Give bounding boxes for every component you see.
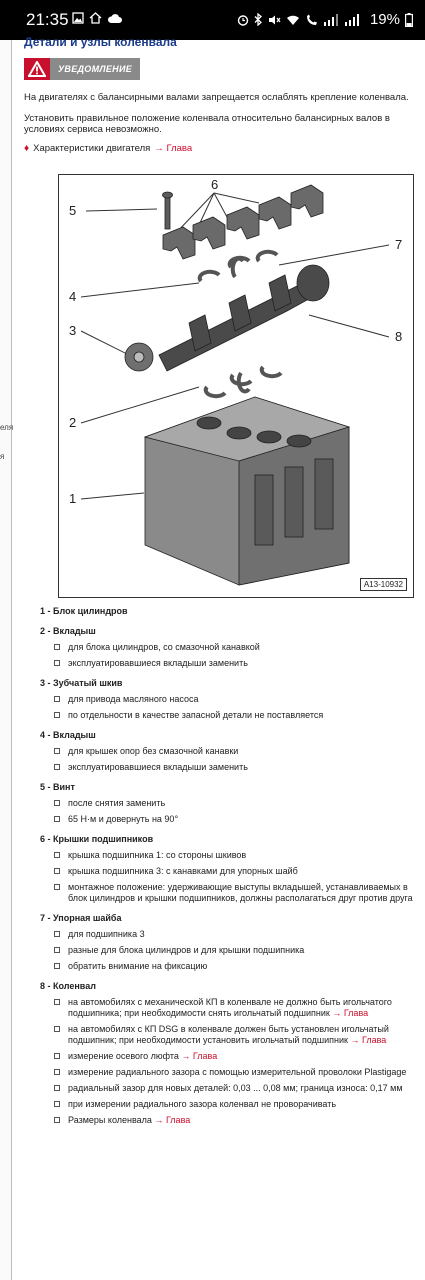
checkbox-bullet-icon xyxy=(54,947,60,953)
checkbox-bullet-icon xyxy=(54,1085,60,1091)
notice-paragraph: На двигателях с балансирными валами запрещается ослаблять крепление коленвала. xyxy=(24,92,409,103)
wifi-call-icon xyxy=(305,14,319,26)
battery-icon xyxy=(405,13,413,27)
checkbox-bullet-icon xyxy=(54,816,60,822)
callout-3: 3 xyxy=(69,323,77,338)
part-note xyxy=(40,1024,420,1046)
notice-label: УВЕДОМЛЕНИЕ xyxy=(58,64,133,74)
page-title: Детали и узлы коленвала xyxy=(24,35,177,49)
chapter-link[interactable]: → Глава xyxy=(350,1035,387,1045)
part-note xyxy=(40,997,420,1019)
part-note-text xyxy=(68,710,323,721)
part-note-text xyxy=(68,1099,336,1110)
note-text: для привода масляного насоса xyxy=(68,694,199,704)
diagram-drawing xyxy=(59,175,413,597)
side-panel-text: я xyxy=(0,452,5,461)
reference-text: Характеристики двигателя xyxy=(33,143,151,154)
note-text: крышка подшипника 1: со стороны шкивов xyxy=(68,850,247,860)
note-text: радиальный зазор для новых деталей: 0,03 ... 0,08 мм; граница износа: 0,17 мм xyxy=(68,1083,403,1093)
part-note-text xyxy=(68,1051,217,1062)
part-note-text xyxy=(68,798,165,809)
note-text: измерение осевого люфта xyxy=(68,1051,179,1061)
part-note-text xyxy=(68,929,145,940)
part-note-text xyxy=(68,1115,190,1126)
part-note xyxy=(40,945,420,956)
part-heading: 1 - Блок цилиндров xyxy=(40,606,128,616)
part-note xyxy=(40,798,420,809)
checkbox-bullet-icon xyxy=(54,748,60,754)
chapter-link[interactable]: → Глава xyxy=(332,1008,369,1018)
note-text: Размеры коленвала xyxy=(68,1115,152,1125)
chapter-link[interactable]: → Глава xyxy=(154,143,193,154)
note-text: по отдельности в качестве запасной детали не поставляется xyxy=(68,710,324,720)
part-heading: 8 - Коленвал xyxy=(40,981,96,991)
note-text: крышка подшипника 3: с канавками для упорных шайб xyxy=(68,866,298,876)
callout-4: 4 xyxy=(69,289,77,304)
parts-list xyxy=(40,606,420,1126)
note-text: обратить внимание на фиксацию xyxy=(68,961,208,971)
signal-2-icon xyxy=(345,14,361,26)
callout-2: 2 xyxy=(69,415,77,430)
status-right-icons xyxy=(237,11,413,28)
part-note xyxy=(40,850,420,861)
battery-percent: 19% xyxy=(369,11,400,28)
document-content xyxy=(24,34,420,154)
checkbox-bullet-icon xyxy=(54,696,60,702)
part-note xyxy=(40,929,420,940)
part-note-text xyxy=(68,866,298,877)
part-note xyxy=(40,1115,420,1126)
part-note-text xyxy=(68,850,246,861)
part-note-text xyxy=(68,814,178,825)
checkbox-bullet-icon xyxy=(54,852,60,858)
checkbox-bullet-icon xyxy=(54,712,60,718)
part-note xyxy=(40,961,420,972)
note-text: при измерении радиального зазора коленвал не проворачивать xyxy=(68,1099,337,1109)
note-text: разные для блока цилиндров и для крышки подшипника xyxy=(68,945,305,955)
note-text: для блока цилиндров, со смазочной канавкой xyxy=(68,642,260,652)
gallery-icon xyxy=(72,12,84,24)
bluetooth-icon xyxy=(254,13,263,26)
part-heading: 6 - Крышки подшипников xyxy=(40,834,154,844)
part-note xyxy=(40,658,420,669)
part-note-text xyxy=(68,746,238,757)
callout-8: 8 xyxy=(395,329,403,344)
checkbox-bullet-icon xyxy=(54,800,60,806)
part-note-text xyxy=(68,997,420,1019)
checkbox-bullet-icon xyxy=(54,1101,60,1107)
checkbox-bullet-icon xyxy=(54,660,60,666)
mute-icon xyxy=(268,14,281,26)
note-text: после снятия заменить xyxy=(68,798,166,808)
note-text: на автомобилях с КП DSG в коленвале должен быть установлен игольчатый подшипник; при необходимости установить игольчатый подшипник xyxy=(68,1024,389,1045)
chapter-link[interactable]: → Глава xyxy=(154,1115,191,1125)
checkbox-bullet-icon xyxy=(54,644,60,650)
note-text: для крышек опор без смазочной канавки xyxy=(68,746,239,756)
diamond-bullet-icon: ♦ xyxy=(24,143,30,154)
part-note-text xyxy=(68,1024,420,1046)
side-panel-edge[interactable] xyxy=(0,40,12,1280)
part-heading: 5 - Винт xyxy=(40,782,75,792)
chapter-link[interactable]: → Глава xyxy=(181,1051,218,1061)
part-note xyxy=(40,642,420,653)
part-note xyxy=(40,1099,420,1110)
note-text: для подшипника 3 xyxy=(68,929,145,939)
part-note-text xyxy=(68,1083,403,1094)
checkbox-bullet-icon xyxy=(54,868,60,874)
alarm-icon xyxy=(237,14,249,26)
note-text: 65 Н·м и довернуть на 90° xyxy=(68,814,179,824)
part-note-text xyxy=(68,762,248,773)
part-note xyxy=(40,694,420,705)
part-note xyxy=(40,866,420,877)
notice-banner xyxy=(24,58,140,80)
callout-1: 1 xyxy=(69,491,77,506)
wifi-icon xyxy=(286,14,300,26)
part-note xyxy=(40,746,420,757)
note-text: эксплуатировавшиеся вкладыши заменить xyxy=(68,658,248,668)
checkbox-bullet-icon xyxy=(54,1053,60,1059)
part-note-text xyxy=(68,961,207,972)
part-note xyxy=(40,1051,420,1062)
signal-icon xyxy=(324,14,340,26)
part-note xyxy=(40,1083,420,1094)
note-text: измерение радиального зазора с помощью измерительной проволоки Plastigage xyxy=(68,1067,407,1077)
callout-7: 7 xyxy=(395,237,403,252)
part-note xyxy=(40,882,420,904)
checkbox-bullet-icon xyxy=(54,1026,60,1032)
figure-id: A13-10932 xyxy=(360,578,407,591)
part-note-text xyxy=(68,882,420,904)
notice-paragraph: Установить правильное положение коленвала относительно балансирных валов в условиях сервиса невозможно. xyxy=(24,113,390,135)
checkbox-bullet-icon xyxy=(54,963,60,969)
home-icon xyxy=(89,12,102,24)
part-heading: 3 - Зубчатый шкив xyxy=(40,678,123,688)
callout-6: 6 xyxy=(211,177,219,192)
note-text: эксплуатировавшиеся вкладыши заменить xyxy=(68,762,248,772)
part-note-text xyxy=(68,1067,406,1078)
part-note-text xyxy=(68,642,260,653)
part-note-text xyxy=(68,694,199,705)
checkbox-bullet-icon xyxy=(54,764,60,770)
callout-5: 5 xyxy=(69,203,77,218)
part-note xyxy=(40,814,420,825)
part-note xyxy=(40,1067,420,1078)
part-heading: 2 - Вкладыш xyxy=(40,626,96,636)
checkbox-bullet-icon xyxy=(54,999,60,1005)
engine-specs-reference xyxy=(24,143,420,154)
part-note-text xyxy=(68,658,248,669)
part-heading: 7 - Упорная шайба xyxy=(40,913,122,923)
part-note-text xyxy=(68,945,304,956)
checkbox-bullet-icon xyxy=(54,884,60,890)
checkbox-bullet-icon xyxy=(54,1069,60,1075)
side-panel-text: еля xyxy=(0,423,14,432)
part-heading: 4 - Вкладыш xyxy=(40,730,96,740)
cloud-icon xyxy=(107,13,123,24)
part-note xyxy=(40,762,420,773)
crankshaft-exploded-diagram xyxy=(58,174,414,598)
note-text: монтажное положение: удерживающие выступы вкладышей, устанавливаемых в блок цилиндров и крышки подшипников, должны располагаться друг против друга xyxy=(68,882,413,903)
checkbox-bullet-icon xyxy=(54,931,60,937)
part-note xyxy=(40,710,420,721)
note-text: на автомобилях с механической КП в коленвале не должно быть игольчатого подшипника; при необходимости снять игольчатый подшипник xyxy=(68,997,392,1018)
status-time: 21:35 xyxy=(26,10,69,29)
checkbox-bullet-icon xyxy=(54,1117,60,1123)
warning-icon xyxy=(24,58,50,80)
status-left-icons xyxy=(72,12,123,24)
